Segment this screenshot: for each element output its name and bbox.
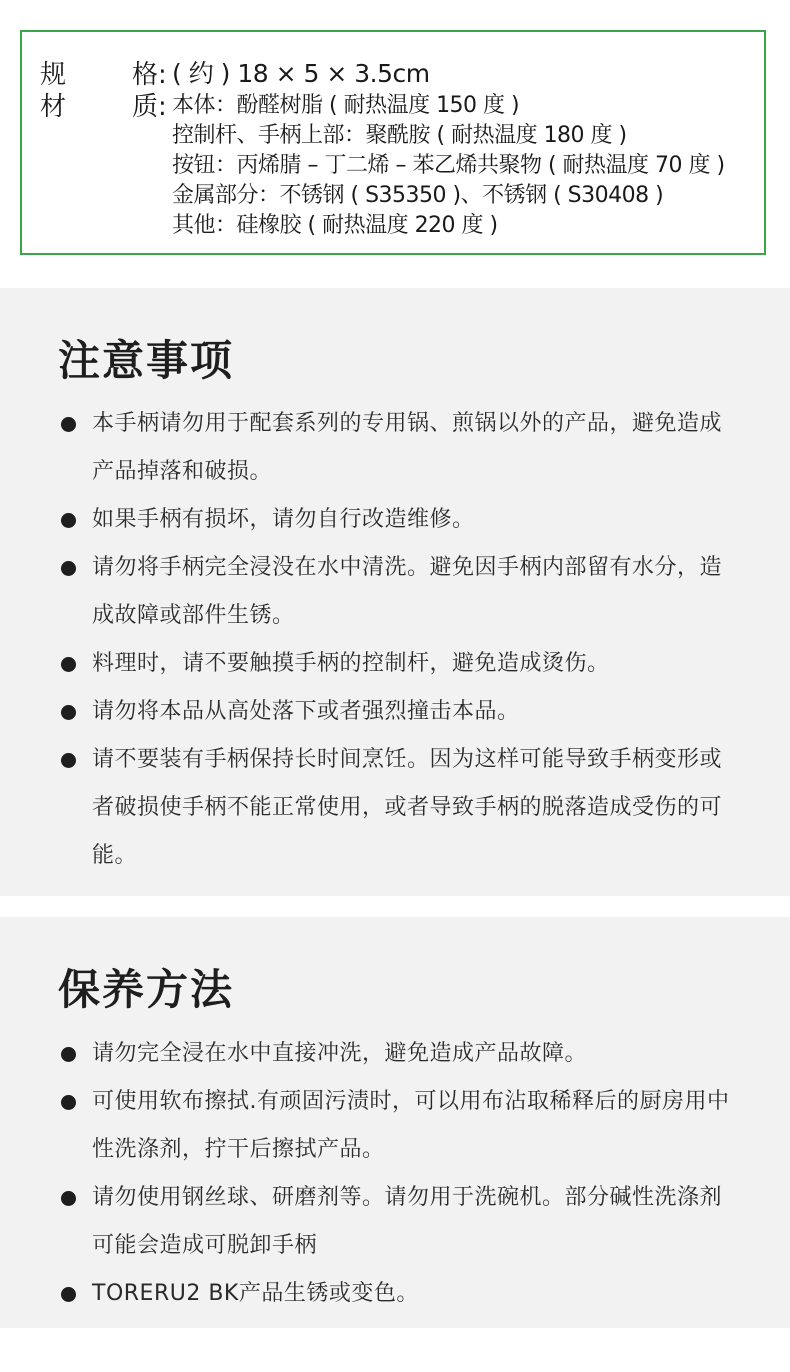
list-item-text: 请勿将手柄完全浸没在水中清洗。避免因手柄内部留有水分，造成故障或部件生锈。 <box>92 555 723 628</box>
bullet-icon <box>61 417 76 432</box>
bullet-icon <box>61 1191 76 1206</box>
spec-size-key-b: 格: <box>132 60 167 90</box>
list-item-text: 料理时，请不要触摸手柄的控制杆，避免造成烫伤。 <box>92 651 610 676</box>
spec-size-key-a: 规 <box>40 60 67 90</box>
spec-material-line: 其他：硅橡胶 ( 耐热温度 220 度 ) <box>172 213 498 238</box>
care-title: 保养方法 <box>58 965 235 1014</box>
list-item-text: 请勿使用钢丝球、研磨剂等。请勿用于洗碗机。部分碱性洗涤剂可能会造成可脱卸手柄 <box>92 1185 723 1258</box>
list-item-text: 本手柄请勿用于配套系列的专用锅、煎锅以外的产品，避免造成产品掉落和破损。 <box>92 411 723 484</box>
list-item-text: 请勿将本品从高处落下或者强烈撞击本品。 <box>92 699 520 724</box>
bullet-icon <box>61 513 76 528</box>
list-item-text: 请勿完全浸在水中直接冲洗，避免造成产品故障。 <box>92 1041 588 1066</box>
bullet-icon <box>61 705 76 720</box>
spec-material-line: 按钮：丙烯腈 – 丁二烯 – 苯乙烯共聚物 ( 耐热温度 70 度 ) <box>172 153 725 178</box>
spec-material-line: 本体：酚醛树脂 ( 耐热温度 150 度 ) <box>172 93 520 118</box>
bullet-icon <box>61 657 76 672</box>
spec-material-key-b: 质: <box>132 92 167 122</box>
bullet-icon <box>61 1095 76 1110</box>
list-item-text: 如果手柄有损坏，请勿自行改造维修。 <box>92 507 475 532</box>
care-section <box>0 917 790 1328</box>
spec-material-key-a: 材 <box>40 92 67 122</box>
notice-section <box>0 288 790 896</box>
notice-title: 注意事项 <box>58 336 235 385</box>
spec-material-line: 金属部分：不锈钢 ( S35350 )、不锈钢 ( S30408 ) <box>172 183 664 208</box>
bullet-icon <box>61 753 76 768</box>
spec-size-value: ( 约 ) 18 × 5 × 3.5cm <box>172 59 430 88</box>
spec-material-line: 控制杆、手柄上部：聚酰胺 ( 耐热温度 180 度 ) <box>172 123 627 148</box>
list-item-text: 可使用软布擦拭.有顽固污渍时，可以用布沾取稀释后的厨房用中性洗涤剂，拧干后擦拭产品。 <box>92 1089 730 1162</box>
list-item-text: 请不要装有手柄保持长时间烹饪。因为这样可能导致手柄变形或者破损使手柄不能正常使用，或者导致手柄的脱落造成受伤的可能。 <box>92 747 723 868</box>
bullet-icon <box>61 1047 76 1062</box>
spec-box <box>20 30 766 255</box>
list-item-text: TORERU2 BK产品生锈或变色。 <box>92 1281 419 1306</box>
bullet-icon <box>61 1287 76 1302</box>
bullet-icon <box>61 561 76 576</box>
